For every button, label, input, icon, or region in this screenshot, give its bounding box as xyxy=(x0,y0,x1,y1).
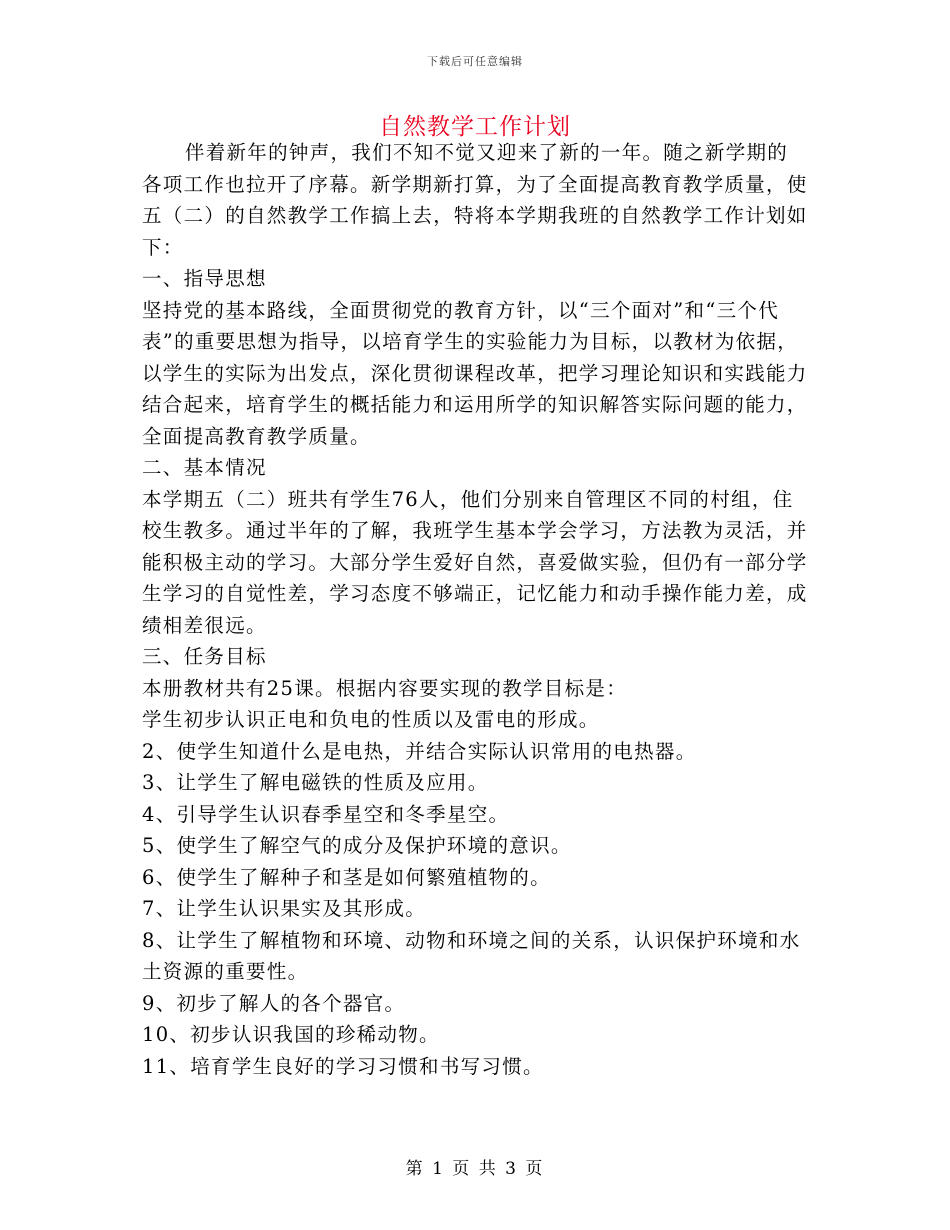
goal-item: 6、使学生了解种子和茎是如何繁殖植物的。 xyxy=(142,865,551,889)
goal-item: 10、初步认识我国的珍稀动物。 xyxy=(142,1023,440,1046)
section-paragraph-task-goals-intro: 本册教材共有25课。根据内容要实现的教学目标是： xyxy=(142,676,628,700)
section-heading-basic-situation: 二、基本情况 xyxy=(142,456,267,479)
goal-item: 9、初步了解人的各个器官。 xyxy=(142,991,406,1015)
goal-item: 学生初步认识正电和负电的性质以及雷电的形成。 xyxy=(142,708,600,731)
section-paragraph-basic-situation: 本学期五（二）班共有学生76人，他们分别来自管理区不同的村组，住校生教多。通过半年的了解，我班学生基本学会学习，方法教为灵活，并能积极主动的学习。大部分学生爱好自然，喜爱做实验，但仍有一部分学生学习的自觉性差，学习态度不够端正，记忆能力和动手操作能力差，成绩相差很远。 xyxy=(142,487,808,637)
section-paragraph-guiding-ideology: 坚持党的基本路线，全面贯彻党的教育方针，以“三个面对”和“三个代表”的重要思想为指导，以培育学生的实验能力为目标，以教材为依据，以学生的实际为出发点，深化贯彻课程改革，把学习理论知识和实践能力结合起来，培育学生的概括能力和运用所学的知识解答实际问题的能力，全面提高教育教学质量。 xyxy=(142,298,808,448)
header-note: 下载后可任意编辑 xyxy=(427,55,523,68)
goal-item: 11、培育学生良好的学习习惯和书写习惯。 xyxy=(142,1054,544,1078)
goal-item: 2、使学生知道什么是电热，并结合实际认识常用的电热器。 xyxy=(142,739,697,763)
section-heading-guiding-ideology: 一、指导思想 xyxy=(142,267,267,290)
document-title: 自然教学工作计划 xyxy=(379,114,571,140)
goal-item: 8、让学生了解植物和环境、动物和环境之间的关系，认识保护环境和水土资源的重要性。 xyxy=(142,928,801,983)
page-number-footer: 第 1 页 共 3 页 xyxy=(405,1159,545,1179)
goal-item: 3、让学生了解电磁铁的性质及应用。 xyxy=(142,771,489,794)
goal-item: 7、让学生认识果实及其形成。 xyxy=(142,897,427,920)
goal-item: 4、引导学生认识春季星空和冬季星空。 xyxy=(142,802,510,826)
document-body xyxy=(142,137,808,1082)
goal-item: 5、使学生了解空气的成分及保护环境的意识。 xyxy=(142,834,572,857)
intro-paragraph: 伴着新年的钟声，我们不知不觉又迎来了新的一年。随之新学期的各项工作也拉开了序幕。新学期新打算，为了全面提高教育教学质量，使五（二）的自然教学工作搞上去，特将本学期我班的自然教学工作计划如下： xyxy=(142,141,808,259)
section-heading-task-goals: 三、任务目标 xyxy=(142,645,267,668)
